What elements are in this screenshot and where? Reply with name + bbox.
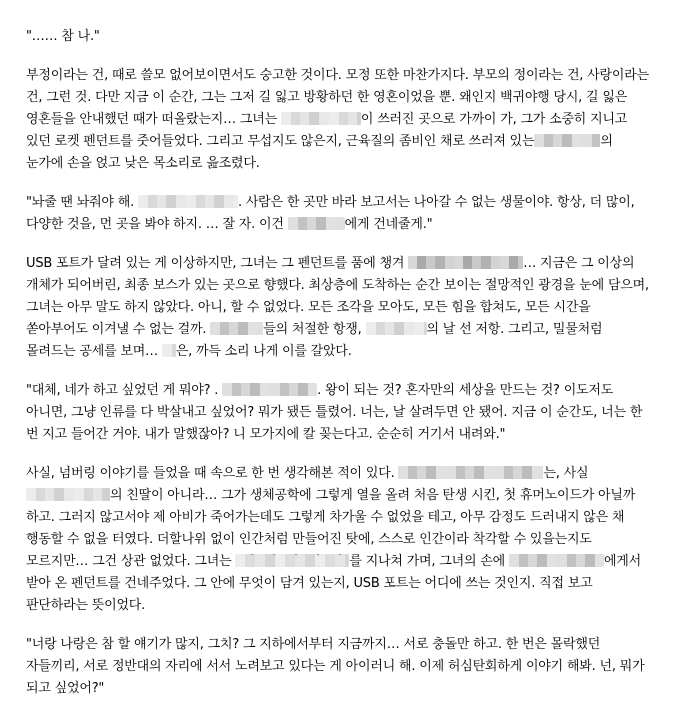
text-run: 부정이라는 건, 때로 쓸모 없어보이면서도 숭고한 것이다. 모정 또한 마찬가지다. 부모의 정이라는 건, 사랑이라는 건, 그런 것. 다만 지금 이 순간, 그는 그저 길 잃고 방황하던 한 영혼이었을 뿐. 왜인지 백귀야행 당시, 길 잃은 영혼들을 안내했던 때가 떠올랐는지… 그녀는 [26, 68, 649, 127]
redacted-name [26, 488, 110, 501]
redacted-name [398, 466, 543, 479]
text-run: 은, 까득 소리 나게 이를 갈았다. [175, 344, 352, 359]
text-run: . 사람은 한 곳만 바라 보고서는 나아갈 수 없는 생물이야. 항상, 더 많이, 다양한 것을, 먼 곳을 봐야 하지. … 잘 자. 이건 [26, 195, 635, 232]
redacted-name [222, 383, 317, 396]
text-run: "너랑 나랑은 참 할 얘기가 많지, 그치? 그 지하에서부터 지금까지… 서로 충돌만 하고. 한 번은 몰락했던 자들끼리, 서로 정반대의 자리에 서서 노려보고 있다는 게 아이러니 해. 이제 허심탄회하게 이야기 해봐. 넌, 뭐가 되고 싶었어?" [26, 637, 645, 696]
text-run: 의 눈가에 손을 얹고 낮은 목소리로 읊조렸다. [26, 134, 613, 171]
text-run: 에게 건네줄게." [344, 217, 433, 232]
text-run: 의 친딸이 아니라… 그가 생체공학에 그렇게 열을 올려 처음 탄생 시킨, 첫 휴머노이드가 아닐까 하고. 그러지 않고서야 제 아비가 죽어가는데도 그렇게 차가울 수 없었을 테고, 아무 감정도 드러내지 않은 채 행동할 수 없을 터였다. 더할나위 없이 인간처럼 만들어진 탓에, 스스로 인간이라 착각할 수 있을는지도 모르지만… 그건 상관 없었다. 그녀는 [26, 488, 636, 569]
text-run: . 왕이 되는 것? 혼자만의 세상을 만드는 것? 이도저도 아니면, 그냥 인류를 다 박살내고 싶었어? 뭐가 됐든 틀렸어. 너는, 날 살려두면 안 됐어. 지금 이 순간도, 너는 한 번 지고 들어간 거야. 내가 말했잖아? 니 모가지에 칼 꽂는다고. 순순히 거기서 내려와." [26, 383, 643, 442]
text-run: 들의 처절한 항쟁, [263, 322, 366, 337]
paragraph [26, 253, 651, 363]
text-run: 에게서 받아 온 펜던트를 건네주었다. 그 안에 무엇이 담겨 있는지, USB 포트는 어디에 쓰는 것인지. 직접 보고 판단하라는 뜻이었다. [26, 554, 642, 613]
redacted-name [138, 195, 238, 208]
text-run: "대체, 네가 하고 싶었던 게 뭐야? . [26, 383, 223, 398]
redacted-name [235, 554, 349, 567]
redacted-name [366, 322, 427, 335]
redacted-name [509, 554, 604, 567]
text-run: … 지금은 그 이상의 개체가 되어버린, 최종 보스가 있는 곳으로 향했다. 최상층에 도착하는 순간 보이는 절망적인 광경을 눈에 담으며, 그녀는 아무 말도 하지 않았다. 아니, 할 수 없었다. 모든 조각을 모아도, 모든 힘을 합쳐도, 모든 시간을 쏟아부어도 이겨낼 수 없는 걸까. [26, 256, 649, 337]
paragraph [26, 26, 651, 48]
text-run: 의 날 선 저항. 그리고, 밀물처럼 몰려드는 공세를 보며… [26, 322, 603, 359]
document-body [26, 26, 651, 700]
redacted-name [408, 256, 523, 269]
redacted-name [162, 344, 176, 357]
text-run: 는, 사실 [543, 466, 589, 481]
redacted-name [288, 217, 345, 230]
paragraph [26, 65, 651, 175]
text-run: 를 지나쳐 가며, 그녀의 손에 [349, 554, 509, 569]
text-run: "…… 참 나." [26, 29, 100, 44]
text-run: USB 포트가 달려 있는 게 이상하지만, 그녀는 그 펜던트를 품에 챙겨 [26, 256, 409, 271]
text-run: "놔줄 땐 놔줘야 해. [26, 195, 138, 210]
text-run: 이 쓰러진 곳으로 가까이 가, 그가 소중히 지니고 있던 로켓 펜던트를 줏어들었다. 그리고 무섭지도 않은지, 근육질의 좀비인 채로 쓰러져 있는 [26, 112, 628, 149]
redacted-name [534, 134, 600, 147]
paragraph [26, 463, 651, 617]
text-run: 사실, 넘버링 이야기를 들었을 때 속으로 한 번 생각해본 적이 있다. [26, 466, 399, 481]
redacted-name [210, 322, 263, 335]
redacted-name [281, 112, 361, 125]
paragraph [26, 634, 651, 700]
paragraph [26, 380, 651, 446]
paragraph [26, 192, 651, 236]
